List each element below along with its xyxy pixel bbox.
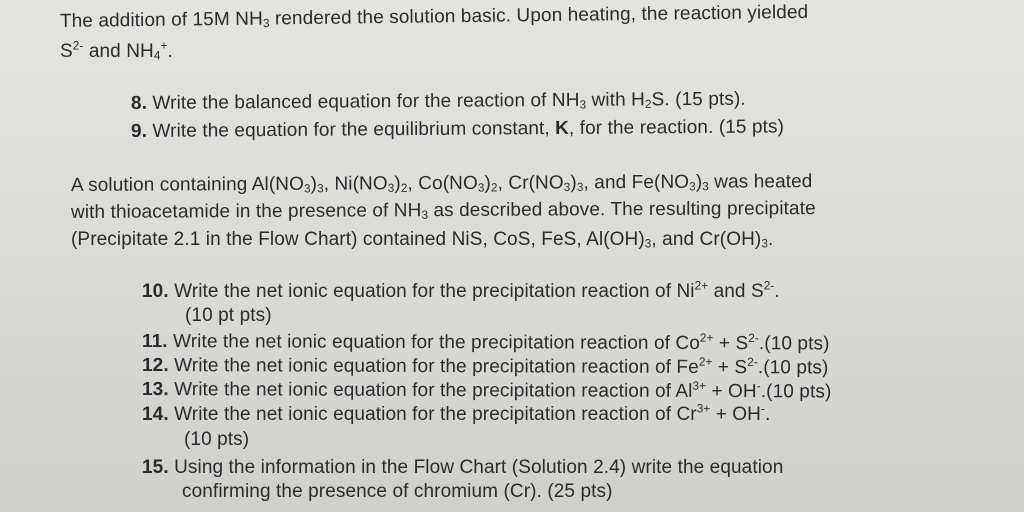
question-number: 15.: [142, 457, 169, 478]
question-number: 11.: [141, 331, 168, 353]
question-14-continued: (10 pts): [184, 429, 250, 450]
question-8: 8. Write the balanced equation for the reaction of $NH_3$ with $H_2S$. (15 pts).: [130, 88, 746, 114]
question-14: 14. Write the net ionic equation for the precipitation reaction of $Cr^{3+} + OH^-$.: [142, 402, 771, 425]
question-number: 9.: [130, 120, 148, 142]
question-10-continued: (10 pt pts): [185, 305, 272, 326]
question-number: 10.: [142, 281, 169, 302]
question-number: 13.: [141, 379, 169, 401]
question-15-continued: confirming the presence of chromium (Cr). (25 pts): [182, 481, 613, 502]
paragraph-line-2: with thioacetamide in the presence of $NH_3$ as described above. The resulting precipitate: [70, 198, 816, 223]
question-11: 11. Write the net ionic equation for the precipitation reaction of $Co^{2+} + S^{2-}.(10$ pts): [141, 331, 830, 355]
question-13: 13. Write the net ionic equation for the precipitation reaction of $Al^{3+} + OH^-.(10$ pts): [141, 379, 832, 403]
question-12: 12. Write the net ionic equation for the precipitation reaction of $Fe^{2+} + S^{2-}.(10$ pts): [141, 355, 829, 379]
question-number: 14.: [142, 404, 169, 425]
paragraph-line-3: (Precipitate 2.1 in the Flow Chart) contained NiS, CoS, FeS, $Al(OH)_3$, and $Cr(OH)_3$.: [71, 229, 774, 251]
paragraph-line-1: A solution containing $Al(NO_3)_3$, $Ni(NO_3)_2$, $Co(NO_3)_2$, $Cr(NO_3)_3$, and $Fe(NO_3)_3$ was heated: [70, 171, 813, 196]
question-9: 9. Write the equation for the equilibrium constant, K, for the reaction. (15 pts): [130, 116, 785, 142]
question-10: 10. Write the net ionic equation for the precipitation reaction of $Ni^{2+}$ and $S^{2-}$.: [142, 279, 780, 302]
question-number: 8.: [130, 92, 148, 114]
question-number: 12.: [141, 355, 169, 377]
intro-line-1: The addition of 15M $NH_3$ rendered the solution basic. Upon heating, the reaction yielded: [59, 1, 809, 32]
question-15: 15. Using the information in the Flow Chart (Solution 2.4) write the equation: [142, 457, 784, 478]
intro-line-2: $S^{2-}$ and $NH_4^+$.: [60, 39, 173, 63]
